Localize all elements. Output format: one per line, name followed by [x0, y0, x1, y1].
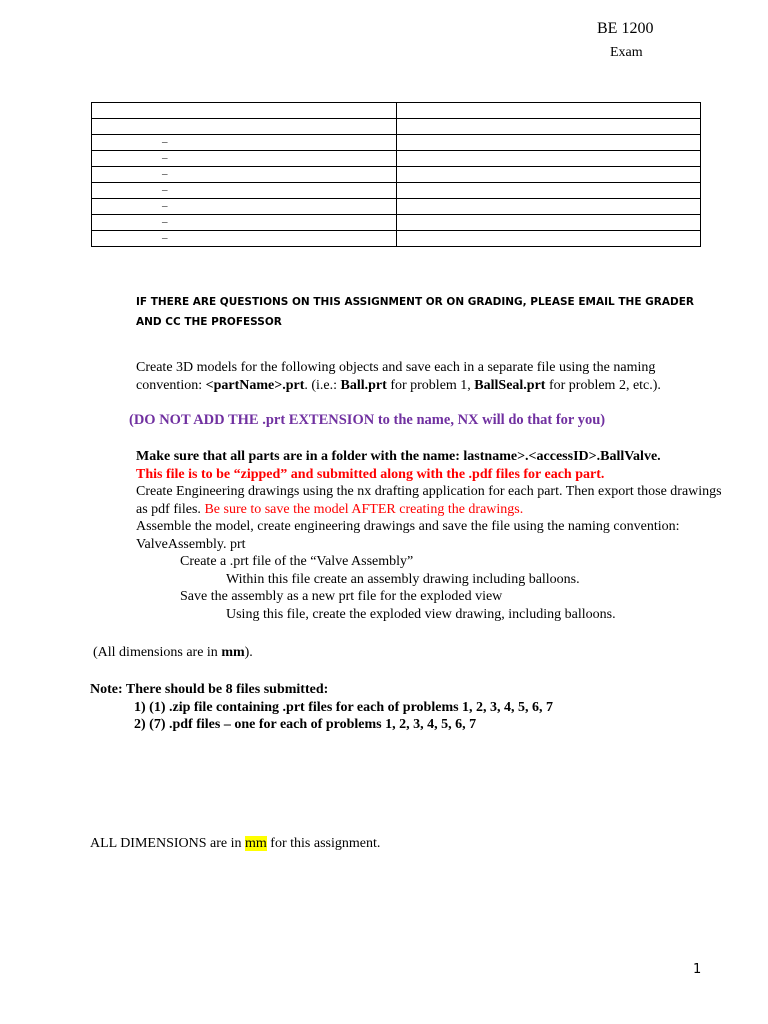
assembly-step-1a: Within this file create an assembly drawing including balloons. [226, 571, 580, 587]
table-cell-left [92, 119, 397, 135]
table-cell-right [397, 103, 701, 119]
table-cell-right [397, 135, 701, 151]
course-code: BE 1200 [597, 20, 654, 37]
table-row [92, 103, 701, 119]
submission-note [90, 681, 553, 734]
assembly-step-2: Save the assembly as a new prt file for the exploded view [180, 589, 503, 604]
cell-text: – [162, 152, 168, 164]
cell-text: – [162, 232, 168, 244]
table-cell-left [92, 231, 397, 247]
folder-instruction: Make sure that all parts are in a folder with the name: lastname>.<accessID>.BallValve. [136, 449, 661, 464]
highlighted-unit: mm [245, 836, 267, 851]
table-cell-left [92, 103, 397, 119]
table-row [92, 151, 701, 167]
table-cell-left [92, 183, 397, 199]
cell-text: – [162, 200, 168, 212]
all-dimensions-note: ALL DIMENSIONS are in mm for this assignment. [90, 836, 381, 851]
table-cell-left [92, 199, 397, 215]
table-row [92, 183, 701, 199]
dimensions-note: (All dimensions are in mm). [93, 645, 253, 660]
grading-notice: IF THERE ARE QUESTIONS ON THIS ASSIGNMENT OR ON GRADING, PLEASE EMAIL THE GRADER AND CC THE PROFESSOR [136, 296, 694, 328]
table-row [92, 199, 701, 215]
table-cell-right [397, 183, 701, 199]
assembly-step-1: Create a .prt file of the “Valve Assembly” [180, 554, 414, 569]
table-cell-left [92, 215, 397, 231]
note-item-2: 2) (7) .pdf files – one for each of problems 1, 2, 3, 4, 5, 6, 7 [134, 717, 477, 732]
note-title: Note: There should be 8 files submitted: [90, 682, 329, 697]
table-row [92, 135, 701, 151]
note-item-1: 1) (1) .zip file containing .prt files for each of problems 1, 2, 3, 4, 5, 6, 7 [134, 699, 554, 715]
table-row [92, 167, 701, 183]
table-cell-left [92, 167, 397, 183]
extension-warning: (DO NOT ADD THE .prt EXTENSION to the name, NX will do that for you) [129, 412, 606, 428]
table-cell-left [92, 151, 397, 167]
intro-paragraph: Create 3D models for the following objects and save each in a separate file using the naming convention: <partName>.prt. (i.e.: Ball.prt for problem 1, BallSeal.prt for problem 2, etc.). [136, 360, 661, 393]
info-table [91, 102, 701, 247]
table-cell-right [397, 215, 701, 231]
table-row [92, 119, 701, 135]
cell-text: – [162, 184, 168, 196]
assembly-instruction: Assemble the model, create engineering drawings and save the file using the naming convention: ValveAssembly. prt [136, 519, 680, 552]
instructions-block [136, 448, 726, 623]
table-cell-left [92, 135, 397, 151]
cell-text: – [162, 136, 168, 148]
drawings-instruction: Create Engineering drawings using the nx drafting application for each part. Then export those drawings as pdf files. Be sure to save the model AFTER creating the drawings. [136, 484, 722, 517]
table-cell-right [397, 231, 701, 247]
table-cell-right [397, 167, 701, 183]
assembly-step-2a: Using this file, create the exploded view drawing, including balloons. [226, 606, 616, 622]
cell-text: – [162, 216, 168, 228]
table-row [92, 231, 701, 247]
table-cell-right [397, 199, 701, 215]
zip-instruction: This file is to be “zipped” and submitted along with the .pdf files for each part. [136, 466, 605, 482]
page-number: 1 [693, 962, 702, 977]
table-row [92, 215, 701, 231]
table-cell-right [397, 151, 701, 167]
document-subtitle: Exam [610, 45, 643, 60]
cell-text: – [162, 168, 168, 180]
table-cell-right [397, 119, 701, 135]
